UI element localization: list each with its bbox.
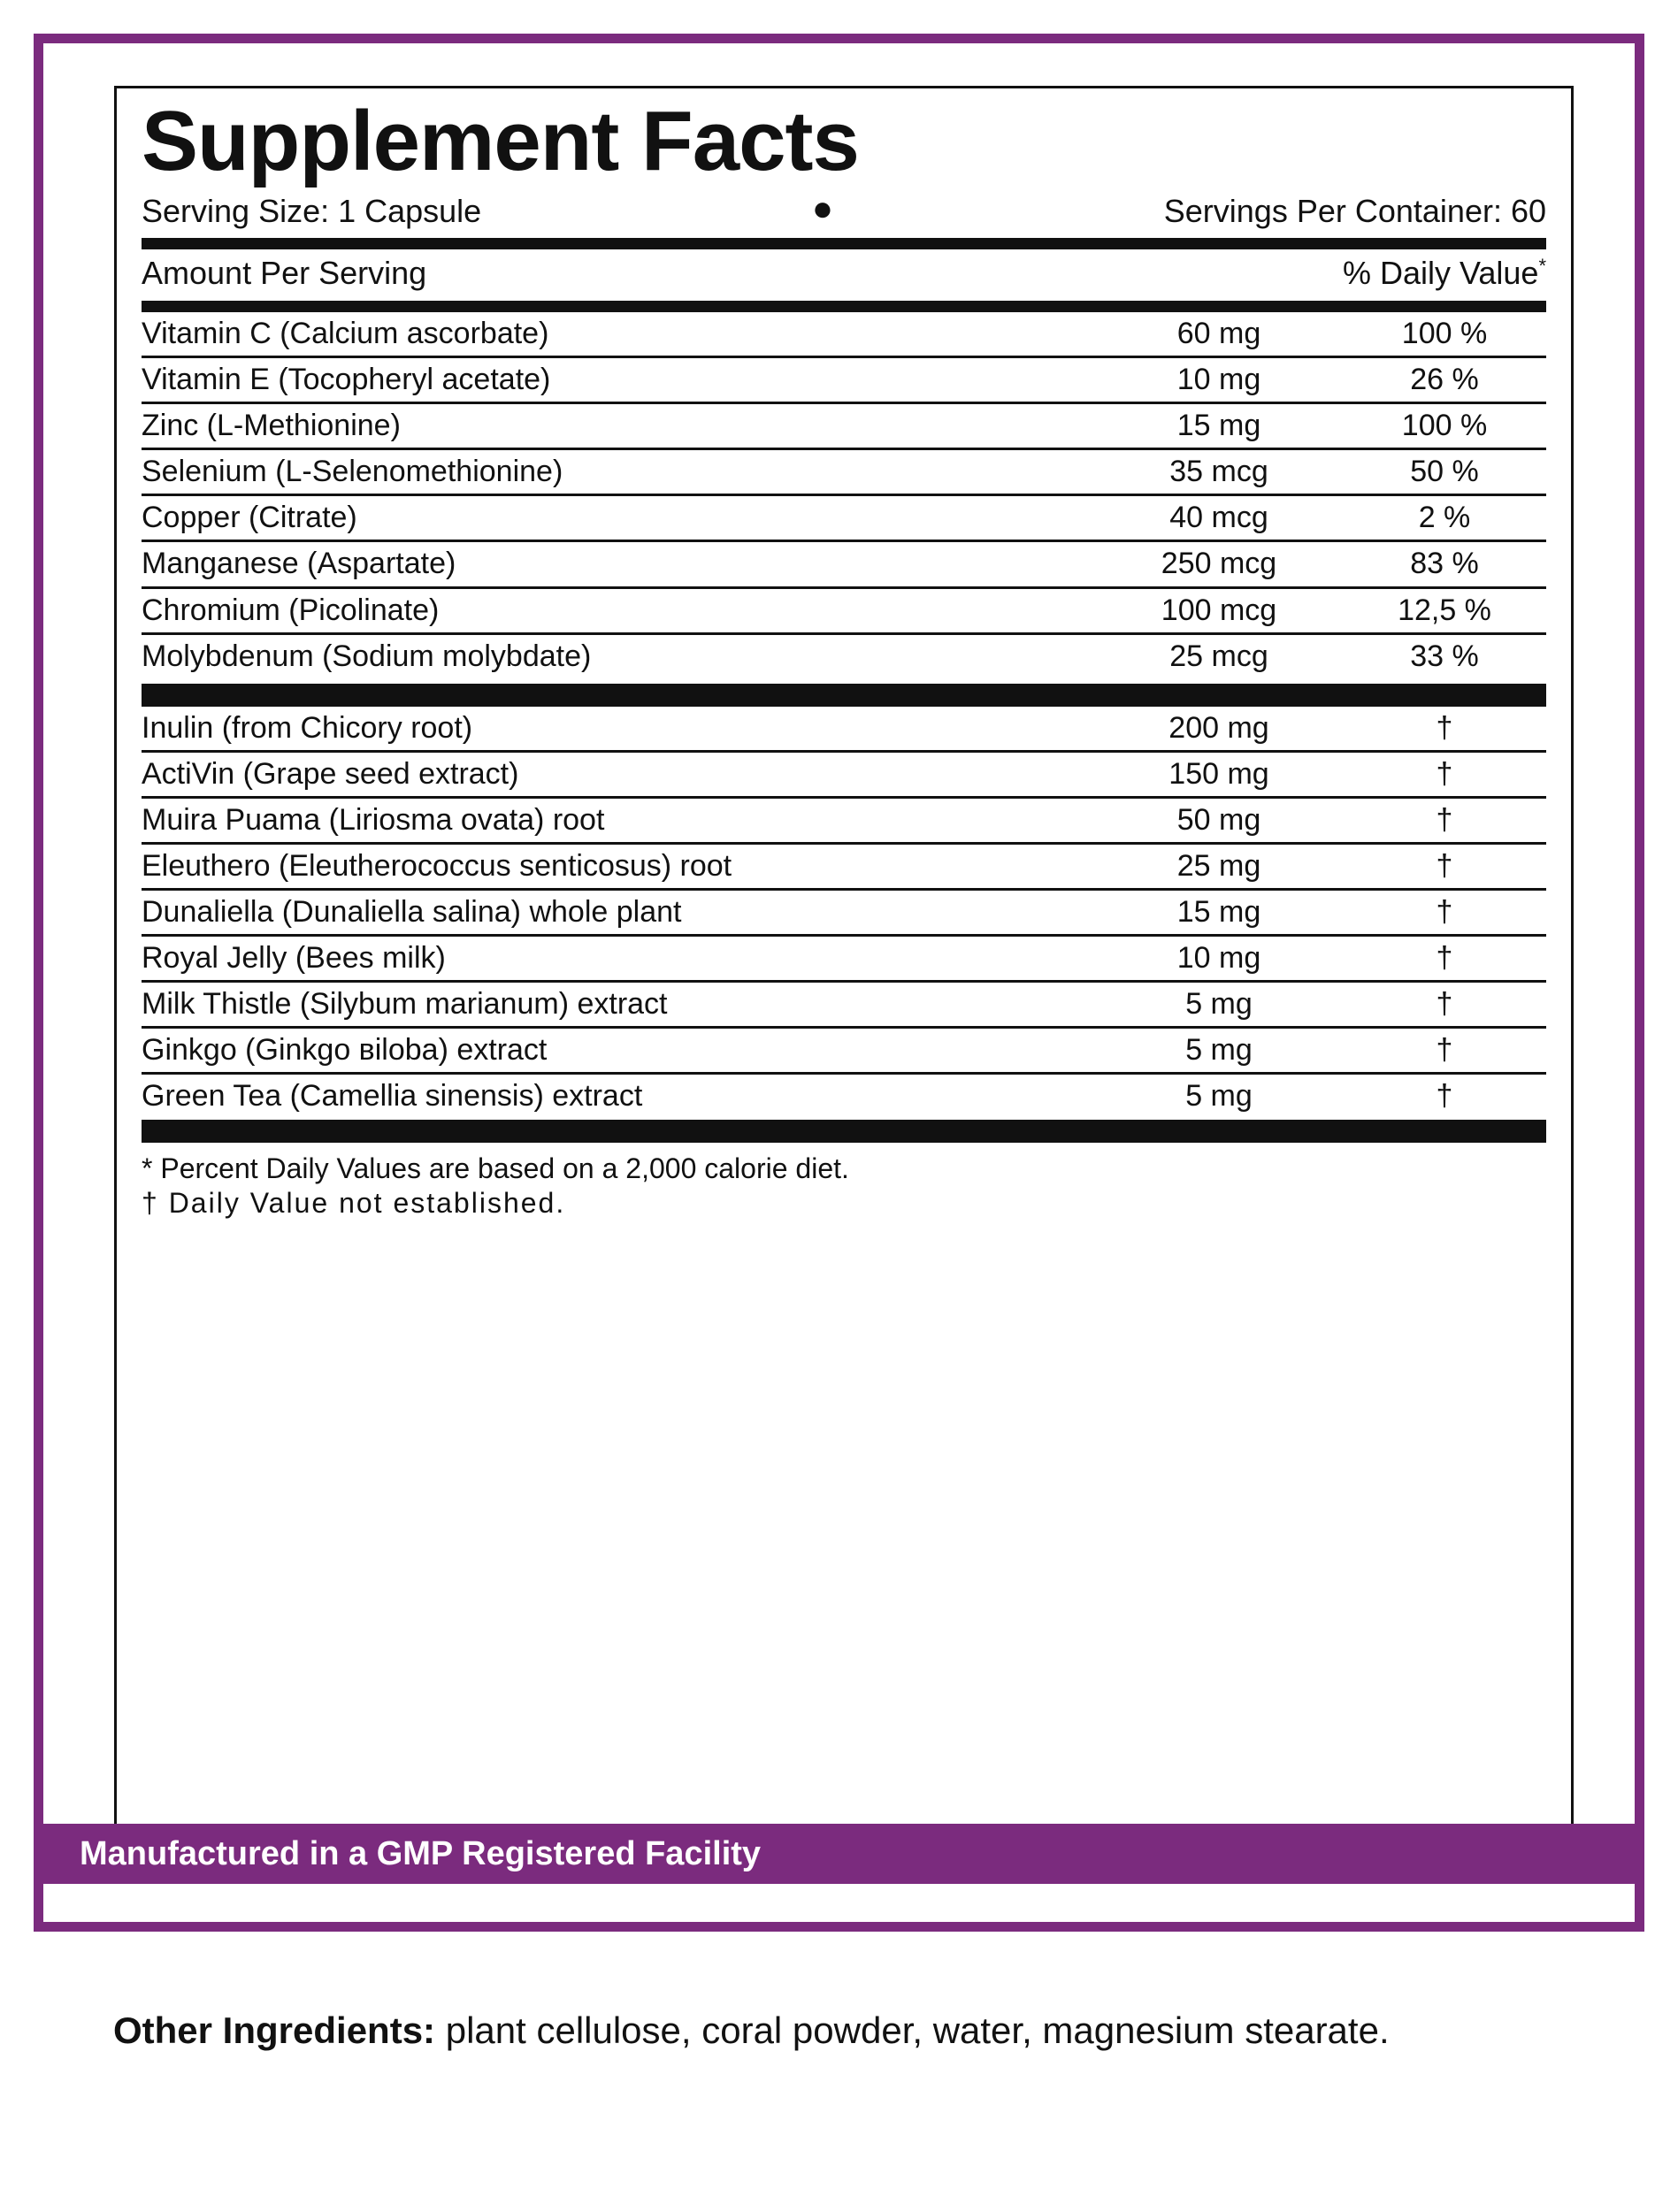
ingredient-name: Royal Jelly (Bees milk)	[142, 936, 1095, 982]
table-row	[142, 982, 1546, 1028]
ingredient-daily-value: †	[1343, 890, 1546, 936]
ingredient-amount: 200 mg	[1168, 710, 1269, 745]
daily-value-header	[1343, 255, 1546, 292]
nutrient-name: Manganese (Aspartate)	[142, 541, 1095, 587]
daily-value-header-asterisk: *	[1538, 255, 1546, 278]
nutrient-name: Selenium (L-Selenomethionine)	[142, 449, 1095, 495]
ingredient-name: Inulin (from Chicory root)	[142, 710, 473, 745]
ingredient-amount: 15 mg	[1095, 890, 1343, 936]
ingredient-daily-value: †	[1343, 797, 1546, 843]
ingredient-name: Eleuthero (Eleutherococcus senticosus) root	[142, 843, 1095, 889]
ingredient-name: Ginkgo (Ginkgo вiloba) extract	[142, 1028, 1095, 1074]
nutrient-amount: 60 mg	[1176, 317, 1261, 351]
ingredient-daily-value: †	[1436, 710, 1453, 745]
table-row	[142, 751, 1546, 797]
nutrient-amount: 15 mg	[1095, 403, 1343, 449]
other-ingredients-text: plant cellulose, coral powder, water, magnesium stearate.	[435, 2009, 1390, 2051]
gmp-banner-text: Manufactured in a GMP Registered Facility	[80, 1834, 762, 1872]
nutrient-daily-value: 2 %	[1343, 495, 1546, 541]
ingredient-amount: 150 mg	[1095, 751, 1343, 797]
table-row	[142, 357, 1546, 403]
ingredient-daily-value: †	[1343, 843, 1546, 889]
table-row	[142, 495, 1546, 541]
table-row	[142, 449, 1546, 495]
label-border-frame	[34, 34, 1644, 1932]
page-title: Supplement Facts	[142, 94, 859, 188]
nutrient-daily-value: 50 %	[1343, 449, 1546, 495]
supplement-facts-panel	[114, 86, 1574, 1853]
divider-band-bottom	[142, 1120, 1546, 1143]
table-row	[142, 936, 1546, 982]
nutrients-table	[142, 312, 1546, 678]
nutrient-amount: 10 mg	[1095, 357, 1343, 403]
nutrient-daily-value: 33 %	[1343, 633, 1546, 678]
nutrient-daily-value: 83 %	[1343, 541, 1546, 587]
other-ingredients	[113, 2006, 1599, 2056]
ingredient-daily-value: †	[1343, 751, 1546, 797]
ingredient-name: Dunaliella (Dunaliella salina) whole plant	[142, 890, 1095, 936]
ingredient-amount: 10 mg	[1095, 936, 1343, 982]
nutrient-daily-value: 100 %	[1401, 317, 1488, 351]
daily-value-header-text: % Daily Value	[1343, 255, 1539, 292]
ingredient-name: ActiVin (Grape seed extract)	[142, 751, 1095, 797]
nutrient-name: Zinc (L-Methionine)	[142, 403, 1095, 449]
ingredient-amount: 25 mg	[1095, 843, 1343, 889]
table-row	[142, 797, 1546, 843]
ingredient-name: Green Tea (Camellia sinensis) extract	[142, 1074, 1095, 1119]
nutrient-amount: 25 mcg	[1095, 633, 1343, 678]
nutrient-amount: 250 mcg	[1095, 541, 1343, 587]
ingredient-amount: 50 mg	[1095, 797, 1343, 843]
table-row	[142, 707, 1546, 752]
ingredient-name: Muira Puama (Liriosma ovata) root	[142, 797, 1095, 843]
nutrient-amount: 35 mcg	[1095, 449, 1343, 495]
table-row	[142, 587, 1546, 633]
divider-thick-under-header	[142, 301, 1546, 312]
nutrient-amount: 40 mcg	[1095, 495, 1343, 541]
divider-band-middle	[142, 684, 1546, 707]
serving-info-row	[142, 189, 1546, 233]
footnote-dagger: † Daily Value not established.	[142, 1187, 566, 1220]
table-row	[142, 541, 1546, 587]
table-row	[142, 633, 1546, 678]
ingredient-daily-value: †	[1343, 1074, 1546, 1119]
table-row	[142, 1074, 1546, 1119]
amount-per-serving-header: Amount Per Serving	[142, 255, 427, 292]
botanicals-table	[142, 707, 1546, 1119]
ingredient-amount: 5 mg	[1095, 1074, 1343, 1119]
bullet-separator-icon: ●	[811, 189, 834, 229]
footnote-percent-daily-value: * Percent Daily Values are based on a 2,000 calorie diet.	[142, 1152, 849, 1185]
footnotes	[142, 1143, 1546, 1221]
nutrient-amount: 100 mcg	[1095, 587, 1343, 633]
table-row	[142, 1028, 1546, 1074]
table-header-row	[142, 249, 1546, 295]
nutrient-daily-value: 26 %	[1343, 357, 1546, 403]
nutrient-name: Chromium (Picolinate)	[142, 587, 1095, 633]
other-ingredients-label: Other Ingredients:	[113, 2009, 436, 2051]
table-row	[142, 403, 1546, 449]
table-row	[142, 843, 1546, 889]
servings-per-container-text: Servings Per Container: 60	[1163, 192, 1546, 229]
nutrient-name: Copper (Citrate)	[142, 495, 1095, 541]
nutrient-daily-value: 12,5 %	[1343, 587, 1546, 633]
serving-size-text: Serving Size: 1 Capsule	[142, 192, 482, 229]
ingredient-amount: 5 mg	[1095, 1028, 1343, 1074]
ingredient-daily-value: †	[1343, 982, 1546, 1028]
nutrient-name: Molybdenum (Sodium molybdate)	[142, 633, 1095, 678]
nutrient-name: Vitamin E (Tocopheryl acetate)	[142, 357, 1095, 403]
divider-thick-top	[142, 238, 1546, 249]
ingredient-daily-value: †	[1343, 936, 1546, 982]
ingredient-name: Milk Thistle (Silybum marianum) extract	[142, 982, 1095, 1028]
gmp-banner	[43, 1824, 1635, 1884]
nutrient-name: Vitamin C (Calcium ascorbate)	[142, 317, 549, 351]
ingredient-amount: 5 mg	[1095, 982, 1343, 1028]
table-row	[142, 890, 1546, 936]
ingredient-daily-value: †	[1343, 1028, 1546, 1074]
nutrient-daily-value: 100 %	[1343, 403, 1546, 449]
table-row	[142, 312, 1546, 357]
